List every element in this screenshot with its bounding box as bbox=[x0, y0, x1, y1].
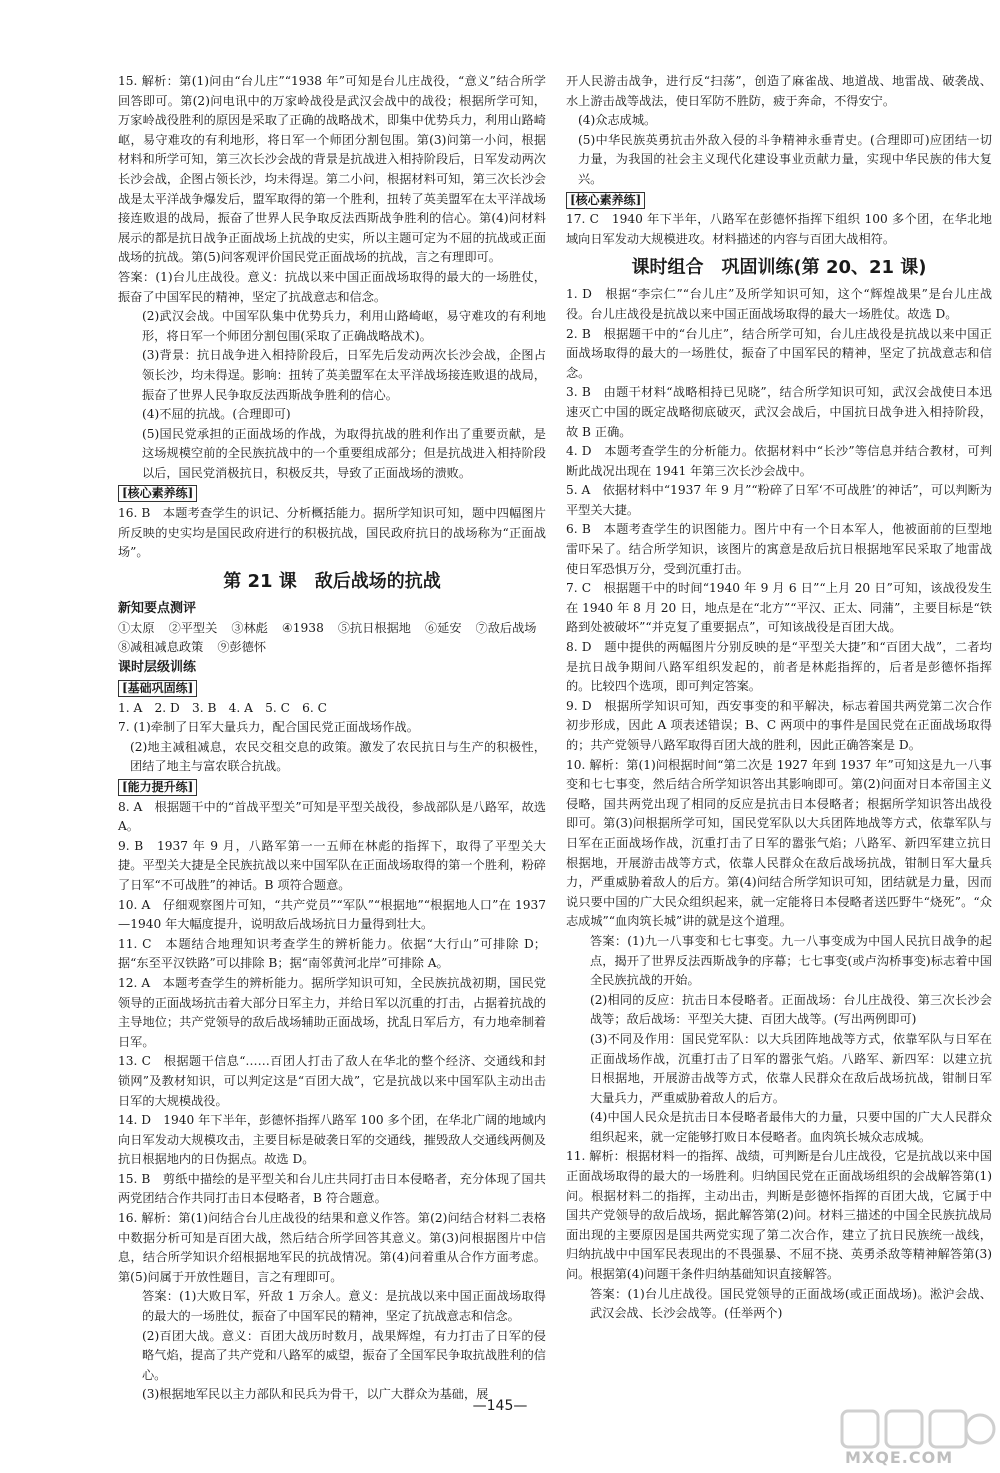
combo-item: 3. B 由题干材料“战略相持已见晓”，结合所学知识可知，武汉会战使日本迅速灭亡中国的既定战略彻底破灭，武汉会战后，中国抗日战争进入相持阶段，故 B 正确。 bbox=[566, 385, 992, 439]
q17: 17. C 1940 年下半年，八路军在彭德怀指挥下组织 100 多个团，在华北地域向日军发动大规模进攻。材料描述的内容与百团大战相符。 bbox=[566, 212, 992, 246]
combo-item: 9. D 根据所学知识可知，西安事变的和平解决，标志着国共两党第二次合作初步形成，因此 A 项表述错误；B、C 两项中的事件是国民党在正面战场取得的；共产党领导八路军取得百团大战的胜利，因此正确答案是 D。 bbox=[566, 698, 992, 752]
continued-1: 开人民游击战争，进行反“扫荡”，创造了麻雀战、地道战、地雷战、破袭战、水上游击战等战法，使日军防不胜防，疲于奔命，不得安宁。 bbox=[566, 74, 992, 108]
q10-left: 10. A 仔细观察图片可知，“共产党员”“军队”“根据地”“根据地人口”在 1937—1940 年大幅度提升，说明敌后战场抗日力量得到壮大。 bbox=[118, 897, 546, 932]
continued-3: (5)中华民族英勇抗击外敌入侵的斗争精神永垂青史。(合理即可)应团结一切力量，为我国的社会主义现代化建设事业贡献力量，实现中华民族的伟大复兴。 bbox=[578, 132, 992, 186]
watermark-text: MXQE.COM bbox=[845, 1448, 954, 1467]
q11-answer: 答案：(1)台儿庄战役。国民党领导的正面战场(或正面战场)。淞沪会战、武汉会战、长沙会战等。(任举两个) bbox=[590, 1286, 992, 1321]
q14-left: 14. D 1940 年下半年，彭德怀指挥八路军 100 多个团，在华北广阔的地域内向日军发动大规模攻击，主要目标是破袭日军的交通线，摧毁敌人交通线两侧及抗日根据地内的日伪据点。故选 D。 bbox=[118, 1113, 546, 1167]
combo-item: 2. B 根据题干中的“台儿庄”，结合所学可知，台儿庄战役是抗战以来中国正面战场取得的最大的一场胜仗，振奋了中国军民的精神，坚定了抗战意志和信念。 bbox=[566, 326, 992, 380]
q15-answer-5: (5)国民党承担的正面战场的作战，为取得抗战的胜利作出了重要贡献，是这场规模空前的全民族抗战中的一个重要组成部分；但是抗战进入相持阶段以后，国民党消极抗日，积极反共，导致了正面战场的溃败。 bbox=[142, 426, 546, 480]
combo-item: 4. D 本题考查学生的分析能力。依据材料中“长沙”等信息并结合教材，可判断此战况出现在 1941 年第三次长沙会战中。 bbox=[566, 444, 992, 478]
combo-item: 1. D 根据“李宗仁”“台儿庄”及所学知识可知，这个“辉煌战果”是台儿庄战役。台儿庄战役是抗战以来中国正面战场取得的最大一场胜仗。故选 D。 bbox=[566, 287, 992, 321]
core-literacy-label-right: [核心素养练] bbox=[566, 192, 645, 209]
q13-left: 13. C 根据题干信息“……百团人打击了敌人在华北的整个经济、交通线和封锁网”及教材知识，可以判定这是“百团大战”，它是抗战以来中国军队主动出击日军的大规模战役。 bbox=[118, 1054, 546, 1108]
q10-answer-3: (3)不同及作用：国民党军队：以大兵团阵地战等方式，依靠军队与日军在正面战场作战，沉重打击了日军的嚣张气焰。八路军、新四军：以建立抗日根据地，开展游击战等方式，依靠人民群众在敌后战场抗战，钳制日军大量兵力，严重威胁着敌人的后方。 bbox=[590, 1031, 992, 1105]
combo-item: 7. C 根据题干中的时间“1940 年 9 月 6 日”“上月 20 日”可知，该战役发生在 1940 年 8 月 20 日，地点是在“北方”“平汉、正太、同蒲”，主要目标是“铁路到处被破坏”“并克复了重要据点”，可知该战役是百团大战。 bbox=[566, 581, 992, 635]
keyword: ⑨彭德怀 bbox=[217, 640, 267, 655]
keyword: ⑥延安 bbox=[424, 620, 462, 635]
q10-answer-2: (2)相同的反应：抗击日本侵略者。正面战场：台儿庄战役、第三次长沙会战等；敌后战场：平型关大捷、百团大战等。(写出两例即可) bbox=[590, 992, 992, 1027]
q15-answer-1: 答案：(1)台儿庄战役。意义：抗战以来中国正面战场取得的最大的一场胜仗，振奋了中国军民的精神，坚定了抗战意志和信念。 bbox=[118, 269, 546, 304]
combo-item: 10. 解析：第(1)问根据时间“第二次是 1927 年到 1937 年”可知这是九一八事变和七七事变，然后结合所学知识答出其影响即可。第(2)问面对日本帝国主义侵略，国共两党出现了相同的反应是抗击日本侵略者；根据所学知识答出战役即可。第(3)问根据所学可知，国民党军队以大兵团阵地战等方式，依靠军队与日军在正面战场作战，沉重打击了日军的嚣张气焰；八路军、新四军建立抗日根据地，开展游击战等方式，依靠人民群众在敌后战场抗战，钳制日军大量兵力，严重威胁着敌人的后方。第(4)问结合所学知识可知，团结就是力量，因而说只要中国的广大民众组织起来，就一定能将日本侵略者送匹野牛“烧死”。“众志成城”“血肉筑长城”讲的就是这个道理。 bbox=[566, 757, 992, 929]
lesson21-title: 第 21 课 敌后战场的抗战 bbox=[223, 570, 441, 592]
q15-answer-3: (3)背景：抗日战争进入相持阶段后，日军先后发动两次长沙会战，企图占领长沙，均未得逞。影响：扭转了英美盟军在太平洋战场接连败退的战局，振奋了世界人民争取反法西斯战争胜利的信心。 bbox=[142, 348, 546, 402]
keyword: ⑦敌后战场 bbox=[475, 620, 537, 635]
q7-1: 7. (1)牵制了日军大量兵力，配合国民党正面战场作战。 bbox=[118, 720, 419, 735]
keyword: ①太原 bbox=[118, 620, 155, 635]
ability-label: [能力提升练] bbox=[118, 779, 197, 796]
combo-title: 课时组合 巩固训练(第 20、21 课) bbox=[631, 257, 927, 279]
left-column bbox=[118, 72, 546, 1405]
keyword: ②平型关 bbox=[168, 620, 218, 635]
combo-item: 8. D 题中提供的两幅图片分别反映的是“平型关大捷”和“百团大战”，二者均是抗日战争期间八路军组织发起的，前者是林彪指挥的，后者是彭德怀指挥的。比较四个选项，即可判定答案。 bbox=[566, 640, 992, 694]
q11-analysis: 11. 解析：根据材料一的指挥、战绩，可判断是台儿庄战役，它是抗战以来中国正面战场取得的最大的一场胜利。归纳国民党在正面战场组织的会战解答第(1)问。根据材料二的指挥，主动出击，判断是彭德怀指挥的百团大战，它属于中国共产党领导的敌后战场，据此解答第(2)问。材料三描述的中国全民族抗战局面出现的主要原因是国共两党实现了第二次合作，建立了抗日民族统一战线，归纳抗战中中国军民表现出的不畏强暴、不屈不挠、英勇杀敌等精神解答第(3)问。根据第(4)问题干条件归纳基础知识直接解答。 bbox=[566, 1149, 992, 1282]
keyword: ⑧减租减息政策 bbox=[118, 640, 204, 655]
continued-2: (4)众志成城。 bbox=[578, 113, 657, 128]
q16-answer-2: (2)百团大战。意义：百团大战历时数月，战果辉煌，有力打击了日军的侵略气焰，提高了共产党和八路军的威望，振奋了全国军民争取抗战胜利的信心。 bbox=[142, 1328, 546, 1382]
class-training-heading: 课时层级训练 bbox=[118, 660, 197, 676]
combo-item: 5. A 依据材料中“1937 年 9 月”“粉碎了日军‘不可战胜’的神话”，可以判断为平型关大捷。 bbox=[566, 483, 992, 517]
q16-answer-3: (3)根据地军民以主力部队和民兵为骨干，以广大群众为基础，展 bbox=[142, 1387, 489, 1402]
right-column bbox=[566, 72, 992, 1324]
q15-analysis: 15. 解析：第(1)问由“台儿庄”“1938 年”可知是台儿庄战役，“意义”结合所学回答即可。第(2)问电讯中的万家岭战役是武汉会战中的战役；根据所学可知，万家岭战役胜利的原因是采取了正确的战略战术，即集中优势兵力，利用山路崎岖，易守难攻的有利地形，将日军一个师团分割包围。第(3)问第一小问，根据材料和所学可知，第三次长沙会战的背景是抗战进入相持阶段后，日军发动两次长沙会战，企图占领长沙，均未得逞。第二小问，根据材料可知，第三次长沙会战是太平洋战争爆发后，盟军取得的第一个胜利，扭转了英美盟军在太平洋战场接连败退的战局，振奋了世界人民争取反法西斯战争胜利的信心。第(4)问材料展示的都是抗日战争正面战场上抗战的史实，所以主题可定为不屈的抗战或正面战场的抗战。第(5)问客观评价国民党正面战场的抗战，言之有理即可。 bbox=[118, 74, 546, 265]
combo-item: 6. B 本题考查学生的识图能力。图片中有一个日本军人，他被面前的巨型地雷吓呆了。结合所学知识，该图片的寓意是敌后抗日根据地军民采取了地雷战使日军恐惧万分，受到沉重打击。 bbox=[566, 522, 992, 576]
q10-answer-4: (4)中国人民众是抗击日本侵略者最伟大的力量，只要中国的广大人民群众组织起来，就一定能够打败日本侵略者。血肉筑长城众志成城。 bbox=[590, 1110, 992, 1144]
page-number: —145— bbox=[472, 1398, 528, 1414]
q16-left-analysis: 16. 解析：第(1)问结合台儿庄战役的结果和意义作答。第(2)问结合材料二表格中数据分析可知是百团大战，然后结合所学回答其意义。第(3)问根据图片中信息，结合所学知识介绍根据地军民的抗战情况。第(4)问着重从合作方面考虑。第(5)问属于开放性题目，言之有理即可。 bbox=[118, 1211, 546, 1284]
q10-answer-1: 答案：(1)九一八事变和七七事变。九一八事变成为中国人民抗日战争的起点，揭开了世界反法西斯战争的序幕；七七事变(或卢沟桥事变)标志着中国全民族抗战的开始。 bbox=[590, 933, 992, 988]
core-literacy-label: [核心素养练] bbox=[118, 485, 197, 502]
q12-left: 12. A 本题考查学生的辨析能力。据所学知识可知，全民族抗战初期，国民党领导的正面战场抗击着大部分日军主力，并给日军以沉重的打击，占据着抗战的主导地位；共产党领导的敌后战场辅助正面战场，扰乱日军后方，有力地牵制着日军。 bbox=[118, 975, 546, 1049]
q16-answer-1: 答案：(1)大败日军，歼敌 1 万余人。意义：是抗战以来中国正面战场取得的最大的一场胜仗，振奋了中国军民的精神，坚定了抗战意志和信念。 bbox=[142, 1289, 546, 1324]
keyword: ③林彪 bbox=[231, 620, 268, 635]
q15-answer-2: (2)武汉会战。中国军队集中优势兵力，利用山路崎岖，易守难攻的有利地形，将日军一个师团分割包围(采取了正确战略战术)。 bbox=[142, 309, 546, 343]
q7-2: (2)地主减租减息，农民交租交息的政策。激发了农民抗日与生产的积极性，团结了地主与富农联合抗战。 bbox=[130, 739, 546, 774]
keyword-list bbox=[118, 619, 546, 658]
q16-left: 16. B 本题考查学生的识记、分析概括能力。据所学知识可知，题中四幅图片所反映的史实均是国民政府进行的积极抗战，国民政府抗日的战场称为“正面战场”。 bbox=[118, 506, 546, 560]
keyword: ⑤抗日根据地 bbox=[337, 620, 411, 635]
q15-left-b: 15. B 剪纸中描绘的是平型关和台儿庄共同打击日本侵略者，充分体现了国共两党团结合作共同打击日本侵略者，B 符合题意。 bbox=[118, 1171, 546, 1206]
keyword: ④1938 bbox=[281, 620, 324, 635]
basic-practice-label: [基础巩固练] bbox=[118, 680, 197, 697]
q8: 8. A 根据题干中的“首战平型关”可知是平型关战役，参战部队是八路军，故选 A。 bbox=[118, 799, 546, 834]
q11-left: 11. C 本题结合地理知识考查学生的辨析能力。依据“大行山”可排除 D；据“东至平汉铁路”可以排除 B；据“南邻黄河北岸”可排除 A。 bbox=[118, 936, 546, 971]
answers-1-6: 1. A 2. D 3. B 4. A 5. C 6. C bbox=[118, 700, 327, 715]
new-knowledge-heading: 新知要点测评 bbox=[118, 600, 197, 616]
q9: 9. B 1937 年 9 月，八路军第一一五师在林彪的指挥下，取得了平型关大捷。平型关大捷是全民族抗战以来中国军队在正面战场取得的第一个胜利，粉碎了日军“不可战胜”的神话。B 项符合题意。 bbox=[118, 838, 546, 892]
q15-answer-4: (4)不屈的抗战。(合理即可) bbox=[142, 407, 291, 422]
